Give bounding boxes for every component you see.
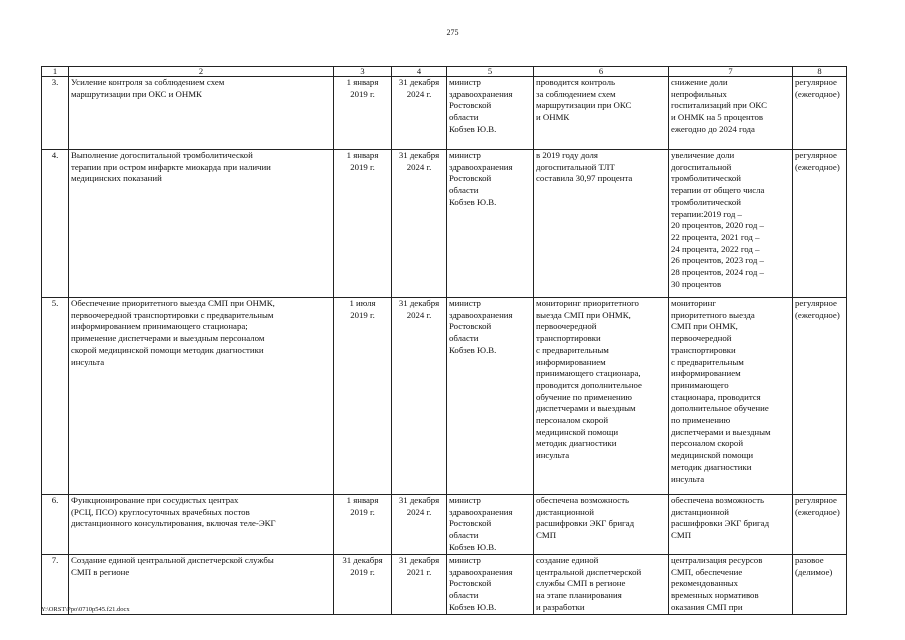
result-cell xyxy=(534,555,669,615)
cell-text-line: расшифровки ЭКГ бригад xyxy=(536,518,635,529)
cell-text-line: министр xyxy=(449,77,481,87)
cell-text-line: медицинской помощи xyxy=(536,426,619,437)
cell-text-line: регулярное xyxy=(795,298,837,308)
cell-text-line: (ежегодное) xyxy=(795,161,840,172)
cell-text-line: 2021 г. xyxy=(406,566,432,577)
cell-text-line: персоналом скорой xyxy=(536,415,609,426)
cell-text-line: 31 декабря xyxy=(398,77,440,87)
col-header: 1 xyxy=(42,67,69,77)
cell-text-line: регулярное xyxy=(795,495,837,505)
cell-text-line: и разработки xyxy=(536,601,585,612)
indicator-cell xyxy=(669,298,793,495)
cell-text-line: Выполнение догоспитальной тромболитической xyxy=(71,150,253,160)
cell-text-line: 31 декабря xyxy=(398,555,440,565)
cell-text-line: области xyxy=(449,333,479,344)
cell-text-line: министр xyxy=(449,555,481,565)
cell-text-line: принимающего стационара, xyxy=(536,368,641,379)
end-date-cell xyxy=(392,495,447,555)
cell-text-line: области xyxy=(449,590,479,601)
cell-text-line: Функционирование при сосудистых центрах xyxy=(71,495,239,505)
cell-text-line: 2024 г. xyxy=(406,309,432,320)
result-cell xyxy=(534,77,669,150)
col-header: 8 xyxy=(793,67,847,77)
cell-text-line: временных нормативов xyxy=(671,590,759,601)
cell-text-line: оказания СМП при xyxy=(671,601,743,612)
cell-text-line: Ростовской xyxy=(449,173,492,184)
cell-text-line: СМП xyxy=(671,530,692,541)
cell-text-line: догоспитальной xyxy=(671,161,732,172)
indicator-cell xyxy=(669,150,793,298)
cell-text-line: тромболитической xyxy=(671,173,741,184)
cell-text-line: транспортировки xyxy=(536,333,601,344)
cell-text-line: здравоохранения xyxy=(449,88,513,99)
frequency-cell xyxy=(793,77,847,150)
cell-text-line: на этапе планирования xyxy=(536,590,622,601)
col-header: 6 xyxy=(534,67,669,77)
cell-text-line: Кобзев Ю.В. xyxy=(449,196,497,207)
indicator-cell xyxy=(669,77,793,150)
cell-text-line: 2024 г. xyxy=(406,506,432,517)
cell-text-line: Обеспечение приоритетного выезда СМП при ОНМК, xyxy=(71,298,275,308)
measures-table xyxy=(41,66,847,615)
cell-text-line: с предварительным xyxy=(671,356,744,367)
cell-text-line: первоочередной транспортировки с предварительным xyxy=(71,309,274,320)
cell-text-line: инсульта xyxy=(536,450,570,461)
cell-text-line: министр xyxy=(449,150,481,160)
cell-text-line: медицинских показаний xyxy=(71,173,162,184)
cell-text-line: первоочередной xyxy=(536,321,597,332)
cell-text-line: Ростовской xyxy=(449,518,492,529)
start-date-cell xyxy=(334,555,392,615)
cell-text-line: по применению xyxy=(671,415,731,426)
row-number: 5. xyxy=(42,298,69,495)
result-cell xyxy=(534,150,669,298)
cell-text-line: 31 декабря xyxy=(398,150,440,160)
cell-text-line: инсульта xyxy=(71,356,105,367)
cell-text-line: 30 процентов xyxy=(671,278,722,289)
cell-text-line: информированием xyxy=(536,356,606,367)
frequency-cell xyxy=(793,150,847,298)
cell-text-line: и ОНМК на 5 процентов xyxy=(671,112,764,123)
activity-cell xyxy=(69,77,334,150)
cell-text-line: снижение доли xyxy=(671,77,728,87)
cell-text-line: рекомендованных xyxy=(671,578,739,589)
cell-text-line: персоналом скорой xyxy=(671,438,744,449)
cell-text-line: 2019 г. xyxy=(350,309,375,320)
cell-text-line: Ростовской xyxy=(449,578,492,589)
cell-text-line: здравоохранения xyxy=(449,566,513,577)
cell-text-line: регулярное xyxy=(795,150,837,160)
responsible-cell xyxy=(447,555,534,615)
cell-text-line: составила 30,97 процента xyxy=(536,173,633,184)
cell-text-line: принимающего xyxy=(671,379,729,390)
cell-text-line: Кобзев Ю.В. xyxy=(449,123,497,134)
cell-text-line: маршрутизации при ОКС и ОНМК xyxy=(71,88,202,99)
cell-text-line: терапии от общего числа xyxy=(671,185,765,196)
cell-text-line: мониторинг xyxy=(671,298,716,308)
page-number: 275 xyxy=(446,28,459,37)
activity-cell xyxy=(69,150,334,298)
cell-text-line: (делимое) xyxy=(795,566,833,577)
cell-text-line: обучение по применению xyxy=(536,391,632,402)
cell-text-line: централизация ресурсов xyxy=(671,555,763,565)
indicator-cell xyxy=(669,495,793,555)
cell-text-line: СМП, обеспечение xyxy=(671,566,743,577)
cell-text-line: 2019 г. xyxy=(350,161,375,172)
cell-text-line: непрофильных xyxy=(671,88,727,99)
frequency-cell xyxy=(793,555,847,615)
end-date-cell xyxy=(392,298,447,495)
cell-text-line: (ежегодное) xyxy=(795,506,840,517)
cell-text-line: Кобзев Ю.В. xyxy=(449,541,497,552)
result-cell xyxy=(534,495,669,555)
cell-text-line: 28 процентов, 2024 год – xyxy=(671,267,764,278)
cell-text-line: с предварительным xyxy=(536,344,609,355)
cell-text-line: Кобзев Ю.В. xyxy=(449,344,497,355)
cell-text-line: Усиление контроля за соблюдением схем xyxy=(71,77,225,87)
cell-text-line: 26 процентов, 2023 год – xyxy=(671,255,764,266)
responsible-cell xyxy=(447,298,534,495)
cell-text-line: стационара, проводится xyxy=(671,391,761,402)
cell-text-line: методик диагностики xyxy=(671,461,752,472)
cell-text-line: информированием xyxy=(671,368,741,379)
cell-text-line: министр xyxy=(449,298,481,308)
cell-text-line: Создание единой центральной диспетчерской службы xyxy=(71,555,274,565)
cell-text-line: маршрутизации при ОКС xyxy=(536,100,632,111)
cell-text-line: СМП в регионе xyxy=(71,566,130,577)
cell-text-line: 1 января xyxy=(346,495,379,505)
cell-text-line: регулярное xyxy=(795,77,837,87)
indicator-cell xyxy=(669,555,793,615)
cell-text-line: Ростовской xyxy=(449,100,492,111)
responsible-cell xyxy=(447,77,534,150)
table-row xyxy=(42,555,847,615)
cell-text-line: проводится дополнительное xyxy=(536,379,642,390)
cell-text-line: 31 декабря xyxy=(342,555,383,565)
cell-text-line: службы СМП в регионе xyxy=(536,578,626,589)
cell-text-line: центральной диспетчерской xyxy=(536,566,642,577)
cell-text-line: методик диагностики xyxy=(536,438,617,449)
start-date-cell xyxy=(334,495,392,555)
frequency-cell xyxy=(793,495,847,555)
cell-text-line: дистанционной xyxy=(671,506,729,517)
footer-file-path: Y:\ORST\Ppo\0710p545.f21.docx xyxy=(41,606,130,613)
cell-text-line: 22 процента, 2021 год – xyxy=(671,231,760,242)
cell-text-line: 1 января xyxy=(346,150,379,160)
col-header: 7 xyxy=(669,67,793,77)
activity-cell xyxy=(69,495,334,555)
cell-text-line: выезда СМП при ОНМК, xyxy=(536,309,631,320)
cell-text-line: диспетчерами и выездным xyxy=(671,426,771,437)
result-cell xyxy=(534,298,669,495)
table-row xyxy=(42,298,847,495)
end-date-cell xyxy=(392,77,447,150)
table-row xyxy=(42,77,847,150)
cell-text-line: дистанционного консультирования, включая теле-ЭКГ xyxy=(71,518,276,529)
cell-text-line: министр xyxy=(449,495,481,505)
cell-text-line: здравоохранения xyxy=(449,309,513,320)
cell-text-line: транспортировки xyxy=(671,344,736,355)
cell-text-line: (ежегодное) xyxy=(795,88,840,99)
cell-text-line: мониторинг приоритетного xyxy=(536,298,639,308)
cell-text-line: области xyxy=(449,185,479,196)
cell-text-line: и ОНМК xyxy=(536,112,570,123)
col-header: 4 xyxy=(392,67,447,77)
cell-text-line: догоспитальной ТЛТ xyxy=(536,161,615,172)
activity-cell xyxy=(69,298,334,495)
cell-text-line: 2019 г. xyxy=(350,506,375,517)
cell-text-line: 24 процента, 2022 год – xyxy=(671,243,760,254)
cell-text-line: обеспечена возможность xyxy=(671,495,765,505)
cell-text-line: (ежегодное) xyxy=(795,309,840,320)
end-date-cell xyxy=(392,150,447,298)
row-number: 7. xyxy=(42,555,69,615)
cell-text-line: инсульта xyxy=(671,473,705,484)
cell-text-line: диспетчерами и выездным xyxy=(536,403,636,414)
cell-text-line: обеспечена возможность xyxy=(536,495,630,505)
cell-text-line: 2019 г. xyxy=(350,88,375,99)
cell-text-line: Кобзев Ю.В. xyxy=(449,601,497,612)
cell-text-line: госпитализаций при ОКС xyxy=(671,100,767,111)
responsible-cell xyxy=(447,495,534,555)
cell-text-line: (РСЦ, ПСО) круглосуточных врачебных постов xyxy=(71,506,250,517)
cell-text-line: терапии:2019 год – xyxy=(671,208,742,219)
cell-text-line: применение диспетчерами и выездным персоналом xyxy=(71,333,265,344)
col-header: 3 xyxy=(334,67,392,77)
cell-text-line: СМП при ОНМК, xyxy=(671,321,738,332)
cell-text-line: СМП xyxy=(536,530,557,541)
header-row xyxy=(42,67,847,77)
col-header: 2 xyxy=(69,67,334,77)
cell-text-line: области xyxy=(449,530,479,541)
cell-text-line: здравоохранения xyxy=(449,161,513,172)
cell-text-line: приоритетного выезда xyxy=(671,309,755,320)
cell-text-line: Ростовской xyxy=(449,321,492,332)
cell-text-line: здравоохранения xyxy=(449,506,513,517)
frequency-cell xyxy=(793,298,847,495)
cell-text-line: 1 июля xyxy=(349,298,376,308)
cell-text-line: 31 декабря xyxy=(398,495,440,505)
row-number: 6. xyxy=(42,495,69,555)
cell-text-line: проводится контроль xyxy=(536,77,615,87)
start-date-cell xyxy=(334,150,392,298)
cell-text-line: области xyxy=(449,112,479,123)
cell-text-line: скорой медицинской помощи методик диагностики xyxy=(71,344,264,355)
cell-text-line: за соблюдением схем xyxy=(536,88,616,99)
cell-text-line: в 2019 году доля xyxy=(536,150,598,160)
cell-text-line: дистанционной xyxy=(536,506,594,517)
cell-text-line: тромболитической xyxy=(671,196,741,207)
cell-text-line: первоочередной xyxy=(671,333,732,344)
table-row xyxy=(42,495,847,555)
cell-text-line: увеличение доли xyxy=(671,150,735,160)
cell-text-line: расшифровки ЭКГ бригад xyxy=(671,518,770,529)
cell-text-line: терапии при остром инфаркте миокарда при наличии xyxy=(71,161,271,172)
col-header: 5 xyxy=(447,67,534,77)
cell-text-line: 2024 г. xyxy=(406,161,432,172)
start-date-cell xyxy=(334,77,392,150)
row-number: 4. xyxy=(42,150,69,298)
cell-text-line: 2024 г. xyxy=(406,88,432,99)
cell-text-line: 1 января xyxy=(346,77,379,87)
cell-text-line: 31 декабря xyxy=(398,298,440,308)
cell-text-line: ежегодно до 2024 года xyxy=(671,123,755,134)
row-number: 3. xyxy=(42,77,69,150)
cell-text-line: 20 процентов, 2020 год – xyxy=(671,220,764,231)
end-date-cell xyxy=(392,555,447,615)
start-date-cell xyxy=(334,298,392,495)
cell-text-line: создание единой xyxy=(536,555,599,565)
cell-text-line: медицинской помощи xyxy=(671,450,754,461)
cell-text-line: дополнительное обучение xyxy=(671,403,769,414)
table-row xyxy=(42,150,847,298)
cell-text-line: информированием принимающего стационара; xyxy=(71,321,248,332)
cell-text-line: 2019 г. xyxy=(350,566,375,577)
cell-text-line: разовое xyxy=(795,555,824,565)
responsible-cell xyxy=(447,150,534,298)
